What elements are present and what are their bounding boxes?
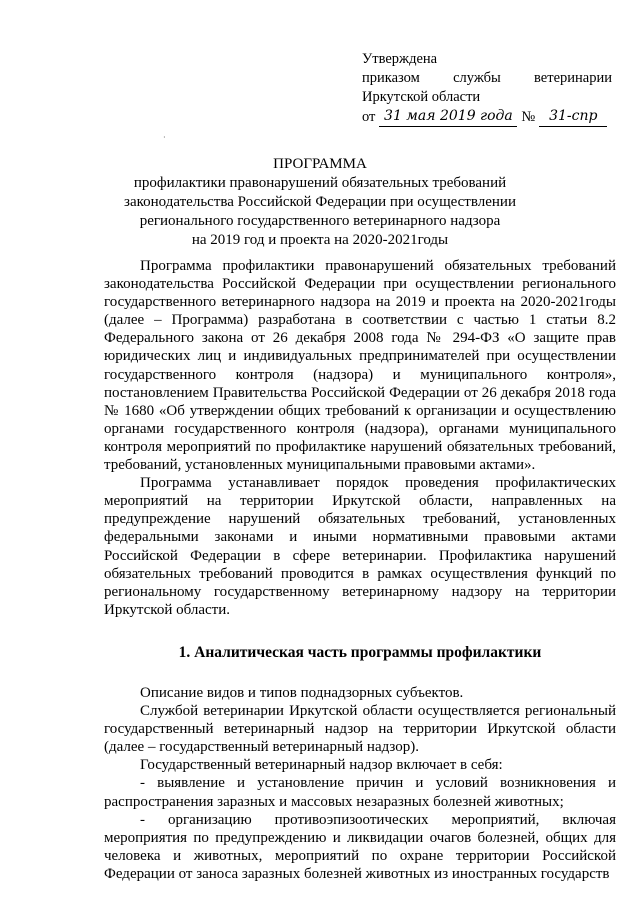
- approval-block: [362, 50, 612, 127]
- title-line-4: на 2019 год и проекта на 2020-2021годы: [191, 232, 449, 248]
- section-1-paragraph-4: - выявление и установление причин и условий возникновения и распространения заразных и массовых незаразных болезней животных;: [104, 775, 616, 810]
- section-1-paragraph-5: - организацию противоэпизоотических мероприятий, включая мероприятия по предупреждению и ликвидации очагов болезней, общих для человека и животных, мероприятий по охране территории Российской Федерации от заноса заразных болезней животных из иностранных государств: [104, 811, 616, 882]
- section-1-paragraph-2: Службой ветеринарии Иркутской области осуществляется региональный государственный ветеринарный надзор на территории Иркутской области (далее – государственный ветеринарный надзор).: [104, 703, 616, 756]
- title-main: ПРОГРАММА: [273, 156, 367, 172]
- section-1-paragraph-1: Описание видов и типов поднадзорных субъектов.: [140, 684, 464, 701]
- title-line-1: профилактики правонарушений обязательных требований: [133, 175, 507, 191]
- section-1-paragraph-3: Государственный ветеринарный надзор включает в себя:: [140, 757, 503, 774]
- handwritten-number: 31-спр: [539, 107, 607, 127]
- approval-word-veterinary: ветеринарии: [534, 70, 612, 86]
- title-line-3: регионального государственного ветеринарного надзора: [139, 213, 501, 229]
- document-title: [100, 155, 540, 250]
- scan-mark: ·: [163, 133, 166, 142]
- approval-line-2: [362, 69, 612, 88]
- approval-line-1: Утверждена: [362, 51, 438, 67]
- paragraph-intro: Программа профилактики правонарушений обязательных требований законодательства Российской Федерации при осуществлении регионального государственного ветеринарного надзора на 2019 и проекта на 2020-2021годы (далее – Программа) разработана в соответствии с частью 1 статьи 8.2 Федерального закона от 26 декабря 2008 года № 294-ФЗ «О защите прав юридических лиц и индивидуальных предпринимателей при осуществлении государственного контроля (надзора) и муниципального контроля», постановлением Правительства Российской Федерации от 26 декабря 2018 года № 1680 «Об утверждении общих требований к организации и осуществлению органами государственного контроля (надзора), органами муниципального контроля мероприятий по профилактике нарушений обязательных требований, требований, установленных муниципальными правовыми актами».: [104, 258, 616, 474]
- paragraph-scope: Программа устанавливает порядок проведения профилактических мероприятий на территории Иркутской области, направленных на предупреждение нарушений обязательных требований, установленных федеральными законами и иными нормативными правовыми актами Российской Федерации в сфере ветеринарии. Профилактика нарушений обязательных требований проводится в рамках осуществления функций по региональному государственному ветеринарному надзору на территории Иркутской области.: [104, 475, 616, 618]
- section-1-heading: 1. Аналитическая часть программы профилактики: [178, 643, 542, 661]
- document-body: [104, 257, 616, 883]
- approval-word-service: службы: [453, 70, 501, 86]
- approval-line-3: Иркутской области: [362, 89, 481, 105]
- number-prefix: №: [521, 109, 536, 125]
- approval-word-order: приказом: [362, 70, 420, 86]
- approval-date-row: [362, 107, 612, 127]
- handwritten-date: 31 мая 2019 года: [379, 107, 517, 127]
- title-line-2: законодательства Российской Федерации при осуществлении: [124, 194, 516, 210]
- date-prefix: от: [362, 109, 376, 125]
